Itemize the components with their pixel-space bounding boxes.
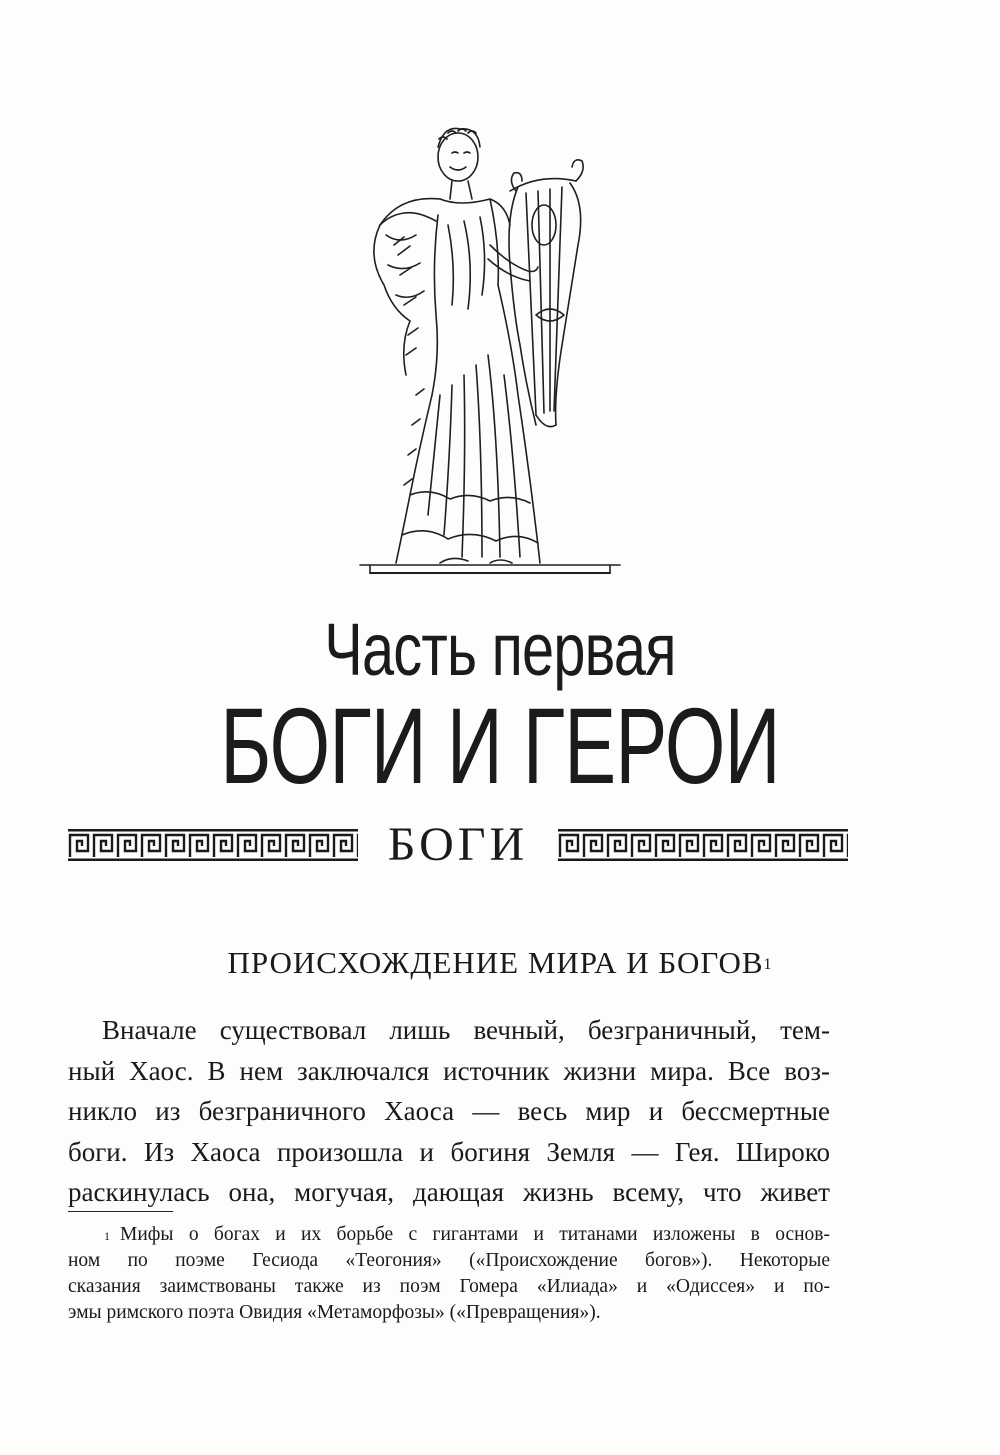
- body-line: ный Хаос. В нем заключался источник жизни мира. Все воз-: [68, 1055, 830, 1086]
- chapter-title: [0, 943, 1000, 983]
- footnote-mark: 1: [104, 1229, 110, 1243]
- section-title: БОГИ: [387, 818, 529, 871]
- footnote-reference: 1: [763, 956, 773, 973]
- greek-key-ornament-left: [68, 829, 358, 861]
- footnote-line: [68, 1222, 830, 1248]
- part-title: БОГИ И ГЕРОИ: [220, 685, 780, 806]
- footnote-line-text: Мифы о богах и их борьбе с гигантами и титанами изложены в основ-: [120, 1224, 830, 1245]
- statue-with-lyre-illustration: [340, 95, 640, 580]
- footnote: [68, 1222, 830, 1326]
- section-header: [68, 815, 933, 875]
- body-line: боги. Из Хаоса произошла и богиня Земля — Гея. Широко: [68, 1136, 830, 1167]
- footnote-line: ном по поэме Гесиода «Теогония» («Происхождение богов»). Некоторые: [68, 1250, 830, 1271]
- part-subtitle: Часть первая: [324, 608, 676, 691]
- footnote-line: эмы римского поэта Овидия «Метаморфозы» («Превращения»).: [68, 1302, 601, 1323]
- footnote-line: сказания заимствованы также из поэм Гомера «Илиада» и «Одиссея» и по-: [68, 1276, 830, 1297]
- chapter-title-text: ПРОИСХОЖДЕНИЕ МИРА И БОГОВ: [227, 945, 764, 980]
- body-line: никло из безграничного Хаоса — весь мир и бессмертные: [68, 1096, 830, 1126]
- footnote-separator: [68, 1211, 173, 1212]
- body-line: раскинулась она, могучая, дающая жизнь всему, что живет: [68, 1177, 830, 1207]
- body-line: Вначале существовал лишь вечный, безграничный, тем-: [102, 1015, 830, 1045]
- body-paragraph: [68, 1010, 830, 1213]
- greek-key-ornament-right: [558, 829, 848, 861]
